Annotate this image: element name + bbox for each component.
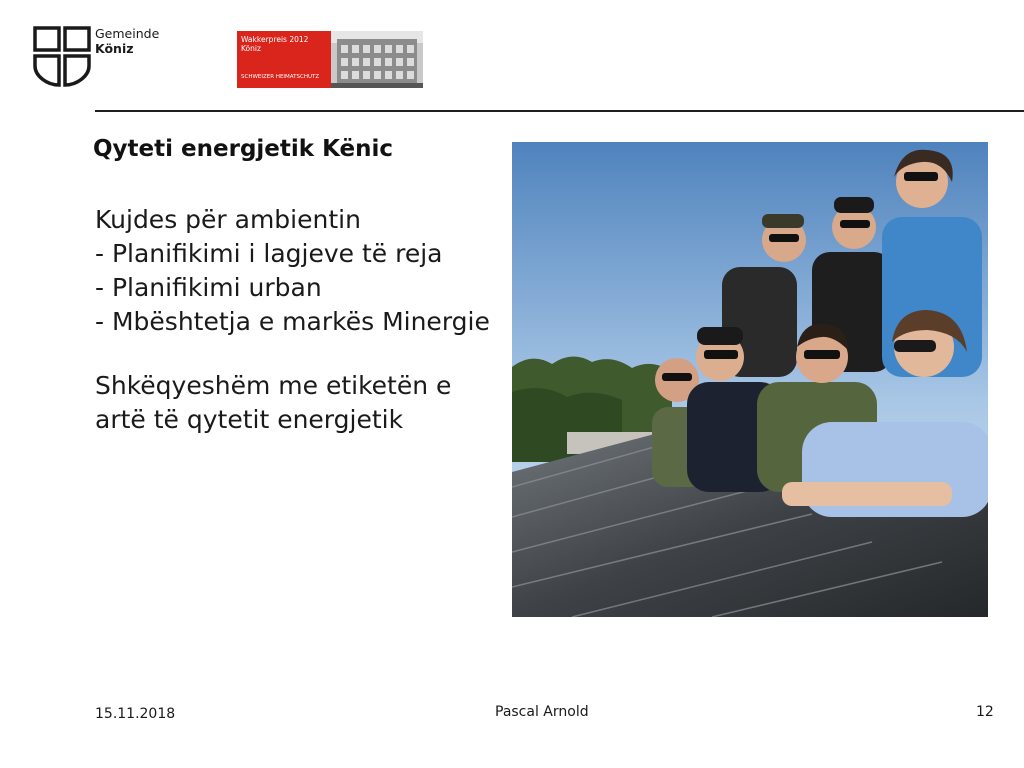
footer-date: 15.11.2018	[95, 706, 176, 722]
wakkerpreis-badge-label	[237, 31, 331, 88]
intro-text: Kujdes për ambientin	[95, 205, 361, 234]
logo-line-koniz: Köniz	[95, 41, 134, 56]
bullet-urban-planning: - Planifikimi urban	[95, 273, 322, 302]
bullet-neighbourhood-planning: - Planifikimi i lagjeve të reja	[95, 239, 443, 268]
slide-body	[95, 203, 495, 437]
logo-line-gemeinde: Gemeinde	[95, 26, 160, 41]
building-photo-icon	[331, 31, 423, 88]
bullet-minergie-support: - Mbështetja e markës Minergie	[95, 307, 490, 336]
koniz-coat-of-arms-icon	[33, 26, 91, 92]
wakkerpreis-badge	[237, 31, 423, 88]
footer-author: Pascal Arnold	[495, 704, 589, 720]
solar-panel-group-photo	[512, 142, 988, 617]
badge-line-org: SCHWEIZER HEIMATSCHUTZ	[241, 74, 320, 80]
closing-text: Shkëqyeshëm me etiketën e artë të qytetit energjetik	[95, 371, 452, 434]
header-divider	[95, 110, 1024, 112]
municipality-name	[95, 26, 159, 56]
page-number: 12	[976, 704, 994, 720]
slide-title: Qyteti energjetik Kënic	[93, 136, 393, 162]
badge-line-town: Köniz	[241, 44, 261, 53]
badge-line-prize: Wakkerpreis 2012	[241, 35, 309, 44]
